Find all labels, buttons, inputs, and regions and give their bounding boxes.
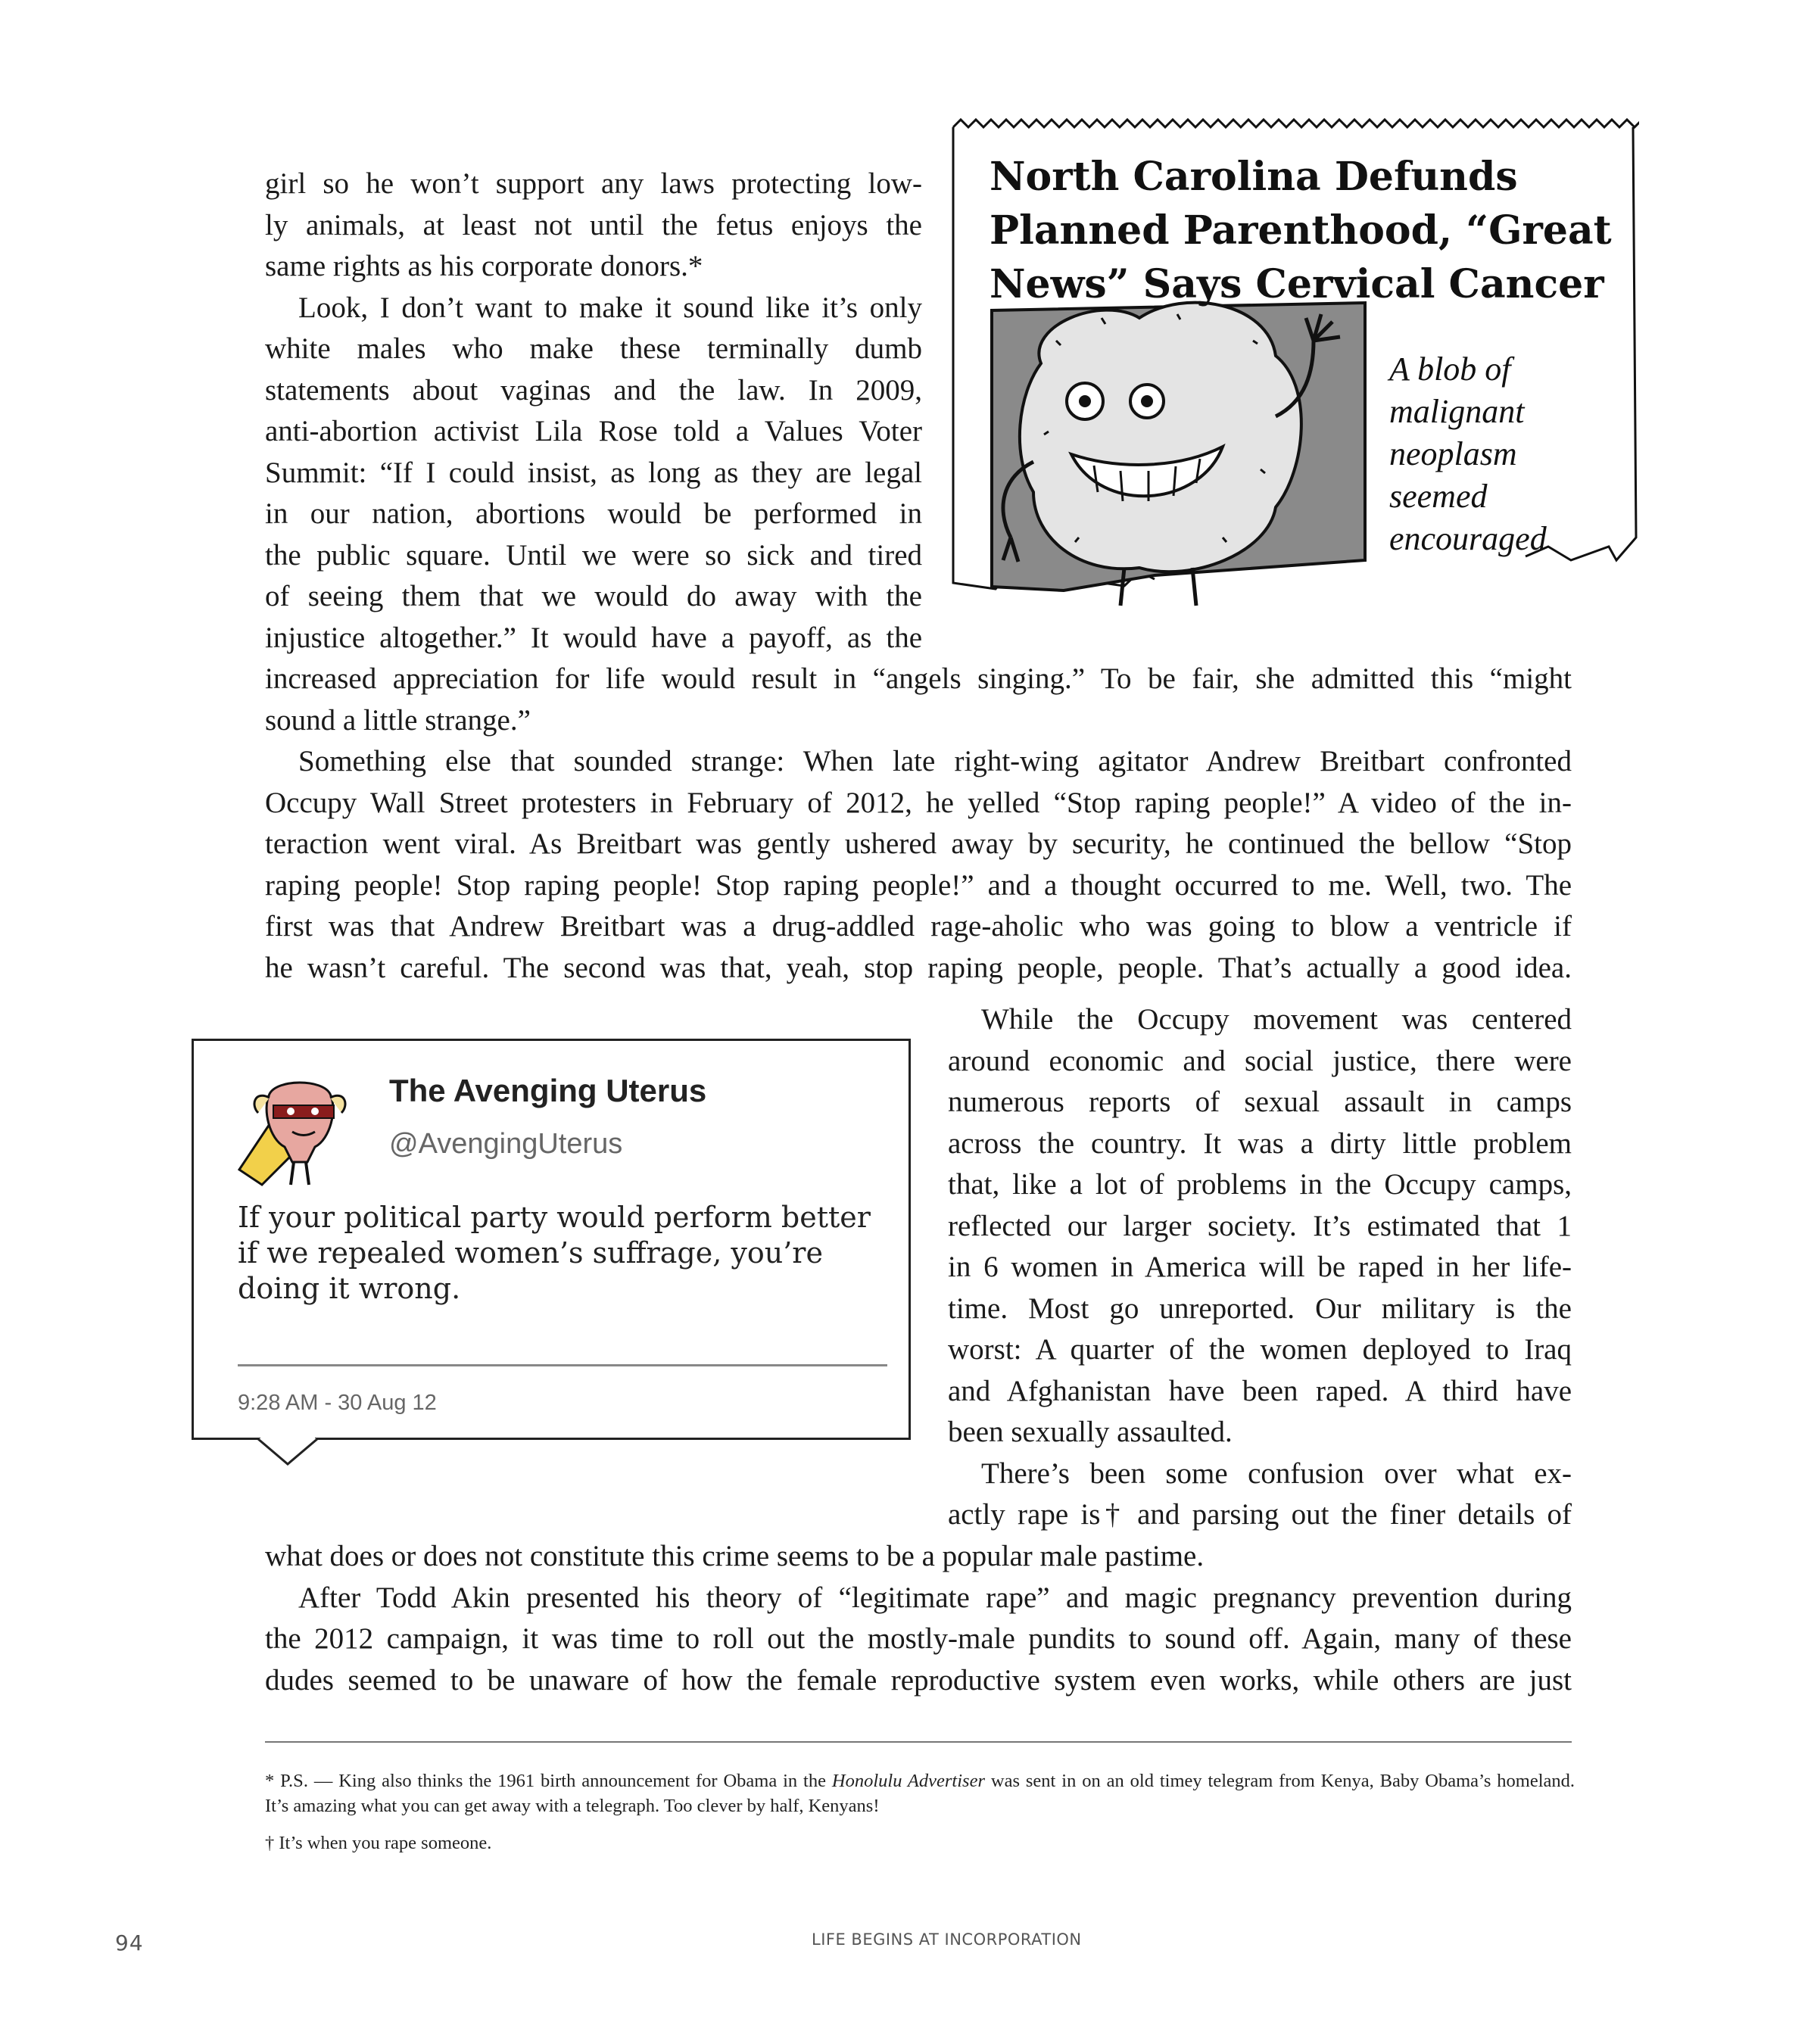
footnote-line: † It’s when you rape someone. (265, 1833, 492, 1853)
caption-line: malignant (1389, 393, 1525, 430)
text-line: dudes seemed to be unaware of how the female reproductive system even works, while others are just (265, 1663, 1572, 1697)
text-line: across the country. It was a dirty little problem (948, 1126, 1572, 1160)
newspaper-clipping (950, 114, 1639, 613)
text-line: actly rape is† and parsing out the finer details of (948, 1498, 1572, 1531)
footnote-1 (265, 1768, 1575, 1818)
text-line: While the Occupy movement was centered (981, 1003, 1572, 1036)
tweet-timestamp: 9:28 AM - 30 Aug 12 (238, 1391, 437, 1415)
superhero-uterus-icon (232, 1071, 353, 1192)
footnote-line: It’s amazing what you can get away with a telegraph. Too clever by half, Kenyans! (265, 1796, 880, 1816)
text-line: the 2012 campaign, it was time to roll out the mostly-male pundits to sound off. Again, many of these (265, 1622, 1572, 1655)
text-line: Occupy Wall Street protesters in February of 2012, he yelled “Stop raping people!” A video of the in- (265, 786, 1572, 819)
text-line: sound a little strange.” (265, 703, 531, 737)
footnote-text: was sent in on an old timey telegram from Kenya, Baby Obama’s homeland. (984, 1771, 1575, 1791)
text-line: After Todd Akin presented his theory of “legitimate rape” and magic pregnancy prevention during (298, 1581, 1572, 1614)
text-line: raping people! Stop raping people! Stop raping people!” and a thought occurred to me. Well, two. The (265, 868, 1572, 902)
text-line: he wasn’t careful. The second was that, yeah, stop raping people, people. That’s actually a good idea. (265, 951, 1572, 984)
text-line: Summit: “If I could insist, as long as they are legal (265, 456, 922, 489)
cartoon-tumor-icon (992, 303, 1365, 606)
body-full-middle (265, 659, 1572, 989)
tweet-divider (238, 1364, 887, 1366)
text-line: worst: A quarter of the women deployed to Iraq (948, 1333, 1572, 1366)
footnote-divider (265, 1741, 1572, 1743)
body-column-top (265, 164, 922, 659)
text-line: injustice altogether.” It would have a payoff, as the (265, 621, 922, 654)
text-line: same rights as his corporate donors.* (265, 250, 703, 282)
footnote-text: * P.S. — King also thinks the 1961 birth announcement for Obama in the (265, 1771, 832, 1791)
text-line: and Afghanistan have been raped. A third have (948, 1374, 1572, 1407)
clipping-headline (990, 150, 1625, 311)
clipping-caption (1389, 348, 1616, 560)
text-line: Something else that sounded strange: When late right-wing agitator Andrew Breitbart confronted (298, 745, 1572, 777)
text-line: time. Most go unreported. Our military is the (948, 1292, 1572, 1325)
headline-line: North Carolina Defunds (990, 154, 1518, 200)
tweet-text-line: doing it wrong. (238, 1272, 461, 1305)
text-line: Look, I don’t want to make it sound like it’s only (298, 291, 922, 324)
body-column-right (948, 999, 1572, 1536)
footnote-line (265, 1768, 1575, 1793)
text-line: increased appreciation for life would result in “angels singing.” To be fair, she admitted this “might (265, 662, 1572, 695)
caption-line: neoplasm (1389, 435, 1517, 472)
headline-line: News” Says Cervical Cancer (990, 261, 1604, 307)
text-line: reflected our larger society. It’s estimated that 1 (948, 1209, 1572, 1242)
text-line: around economic and social justice, there were (948, 1044, 1572, 1077)
caption-line: A blob of (1389, 351, 1511, 388)
caption-line: seemed (1389, 478, 1488, 515)
footnote-italic: Honolulu Advertiser (831, 1771, 985, 1791)
footnote-2 (265, 1831, 1575, 1855)
headline-line: Planned Parenthood, “Great (990, 207, 1612, 254)
tweet-text-line: if we repealed women’s suffrage, you’re (238, 1236, 823, 1270)
tweet-author-name: The Avenging Uterus (389, 1073, 707, 1108)
text-line: ly animals, at least not until the fetus enjoys the (265, 208, 922, 241)
text-line: in our nation, abortions would be performed in (265, 497, 922, 530)
text-line: anti-abortion activist Lila Rose told a Values Voter (265, 415, 922, 447)
tweet-author-handle: @AvengingUterus (389, 1128, 623, 1160)
tweet-card (192, 1039, 911, 1440)
text-line: white males who make these terminally dumb (265, 332, 922, 365)
tweet-text-line: If your political party would perform better (238, 1201, 871, 1234)
tweet-tail-icon (257, 1437, 318, 1467)
text-line: been sexually assaulted. (948, 1416, 1233, 1448)
text-line: There’s been some confusion over what ex- (981, 1457, 1572, 1490)
text-line: teraction went viral. As Breitbart was gently ushered away by security, he continued the bellow “Stop (265, 827, 1572, 860)
tweet-text (238, 1200, 889, 1307)
text-line: that, like a lot of problems in the Occupy camps, (948, 1168, 1572, 1201)
caption-line: encouraged (1389, 520, 1547, 557)
text-line: in 6 women in America will be raped in her life- (948, 1251, 1572, 1283)
text-line: the public square. Until we were so sick and tired (265, 538, 922, 572)
text-line: numerous reports of sexual assault in camps (948, 1086, 1572, 1118)
text-line: what does or does not constitute this crime seems to be a popular male pastime. (265, 1540, 1205, 1572)
page-number: 94 (115, 1930, 144, 1955)
text-line: girl so he won’t support any laws protecting low- (265, 167, 922, 200)
running-title: LIFE BEGINS AT INCORPORATION (812, 1930, 1082, 1949)
body-full-bottom (265, 1536, 1572, 1701)
text-line: first was that Andrew Breitbart was a drug-addled rage-aholic who was going to blow a ventricle if (265, 910, 1572, 943)
text-line: of seeing them that we would do away with the (265, 580, 922, 612)
text-line: statements about vaginas and the law. In 2009, (265, 373, 922, 407)
